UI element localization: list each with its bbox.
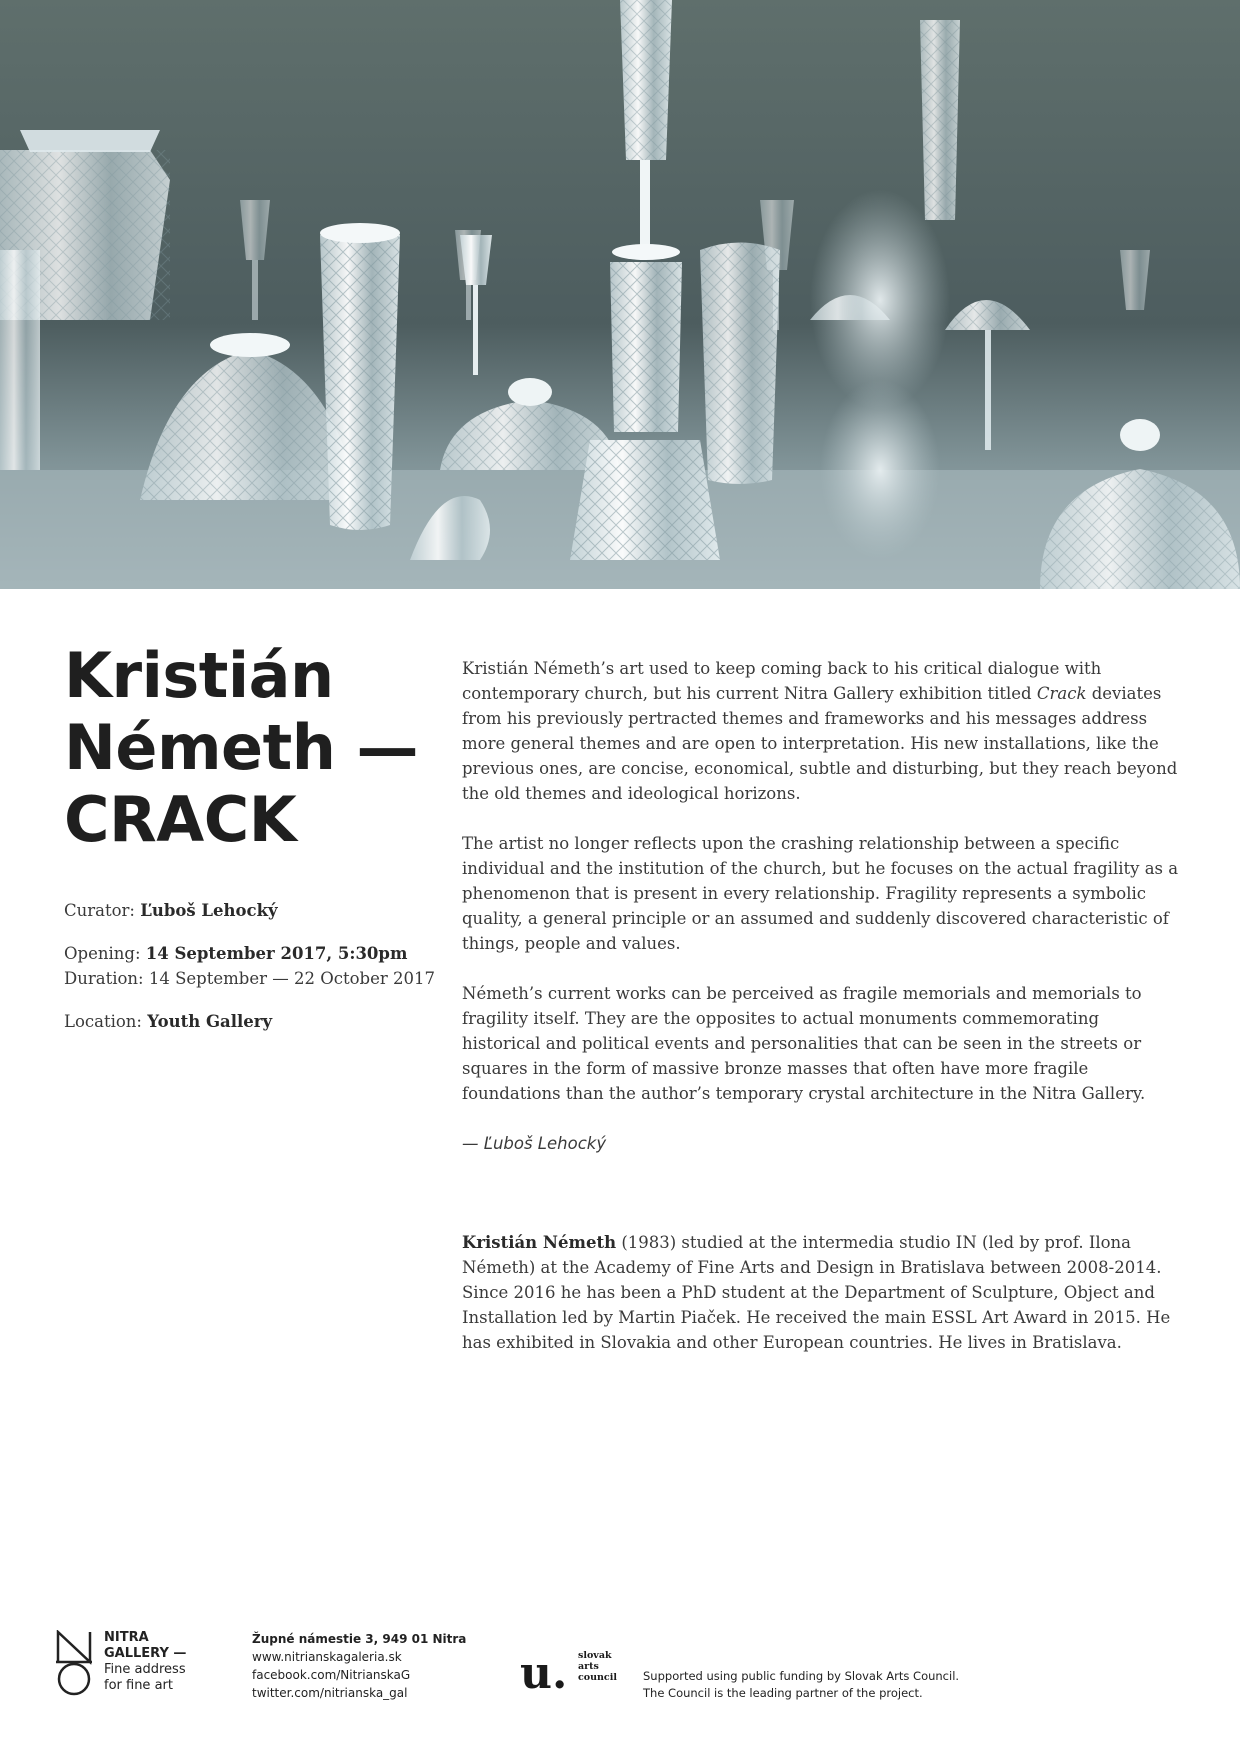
website-link[interactable]: www.nitrianskagaleria.sk [252, 1650, 402, 1664]
support-line-1: Supported using public funding by Slovak Arts Council. [643, 1669, 960, 1683]
exhibition-meta [64, 898, 444, 1034]
nitra-gallery-logo-icon [54, 1630, 94, 1696]
twitter-link[interactable]: twitter.com/nitrianska_gal [252, 1686, 408, 1700]
contact-block [252, 1630, 466, 1702]
left-column [64, 640, 444, 1034]
opening-value: 14 September 2017, 5:30pm [145, 944, 408, 963]
paragraph-1 [462, 656, 1182, 806]
gallery-name-line-2: GALLERY — [104, 1646, 187, 1661]
bio-artist-name: Kristián Németh [462, 1233, 617, 1252]
duration-line [64, 966, 444, 991]
exhibition-title [64, 640, 444, 856]
paragraph-2: The artist no longer reflects upon the crashing relationship between a specific individual and the institution of the church, but he focuses on the actual fragility as a phenomenon that is present in every relationship. Fragility represents a symbolic quality, a general principle or an assumed and suddenly discovered characteristic of things, people and values. [462, 834, 1179, 953]
curator-line [64, 898, 444, 923]
artist-bio [462, 1230, 1182, 1355]
address: Župné námestie 3, 949 01 Nitra [252, 1632, 467, 1646]
location-line [64, 1009, 444, 1034]
title-line-1: Kristián [64, 639, 334, 712]
gallery-name-line-1: NITRA [104, 1630, 149, 1645]
council-label-line-3: council [578, 1672, 617, 1683]
crystal-installation-image [0, 0, 1240, 589]
hero-photo [0, 0, 1240, 589]
tagline-line-1: Fine address [104, 1662, 186, 1677]
bio-text: (1983) studied at the intermedia studio IN (led by prof. Ilona Németh) at the Academy of Fine Arts and Design in Bratislava between 2008-2014. Since 2016 he has been a PhD student at the Department of Sculpture, Object and Installation led by Martin Piaček. He received the main ESSL Art Award in 2015. He has exhibited in Slovakia and other European countries. He lives in Bratislava. [462, 1233, 1171, 1352]
title-line-3: CRACK [64, 783, 297, 856]
duration-value: 14 September — 22 October 2017 [148, 969, 435, 988]
slovak-arts-council-logo-icon: u. [520, 1648, 568, 1699]
curator-label: Curator: [64, 901, 135, 920]
support-note [643, 1668, 959, 1702]
location-label: Location: [64, 1012, 142, 1031]
curator-name: Ľuboš Lehocký [140, 901, 278, 920]
duration-label: Duration: [64, 969, 144, 988]
facebook-link[interactable]: facebook.com/NitrianskaG [252, 1668, 411, 1682]
paragraph-3: Németh’s current works can be perceived as fragile memorials and memorials to fragility itself. They are the opposites to actual monuments commemorating historical and political events and personalities that can be seen in the streets or squares in the form of massive bronze masses that often have more fragile foundations than the author’s temporary crystal architecture in the Nitra Gallery. [462, 984, 1146, 1103]
curatorial-text [462, 656, 1182, 1156]
footer [0, 1590, 1240, 1710]
opening-label: Opening: [64, 944, 141, 963]
tagline-line-2: for fine art [104, 1678, 173, 1693]
paragraph-1-end: deviates from his previously pertracted themes and frameworks and his messages address more general themes and are open to interpretation. His new installations, like the previous ones, are concise, economical, subtle and disturbing, but they reach beyond the old themes and ideological horizons. [462, 684, 1178, 803]
slovak-arts-council-label [578, 1650, 617, 1683]
council-label-line-2: arts [578, 1661, 599, 1672]
paragraph-1-start: Kristián Németh’s art used to keep coming back to his critical dialogue with contemporary church, but his current Nitra Gallery exhibition titled [462, 659, 1102, 703]
title-line-2: Németh — [64, 711, 418, 784]
location-value: Youth Gallery [147, 1012, 273, 1031]
council-label-line-1: slovak [578, 1650, 612, 1661]
gallery-name [104, 1630, 186, 1694]
curator-signature: — Ľuboš Lehocký [462, 1134, 607, 1153]
opening-line [64, 941, 444, 966]
exhibition-title-italic: Crack [1036, 684, 1087, 703]
support-line-2: The Council is the leading partner of the project. [643, 1686, 923, 1700]
bio-paragraph [462, 1230, 1182, 1355]
